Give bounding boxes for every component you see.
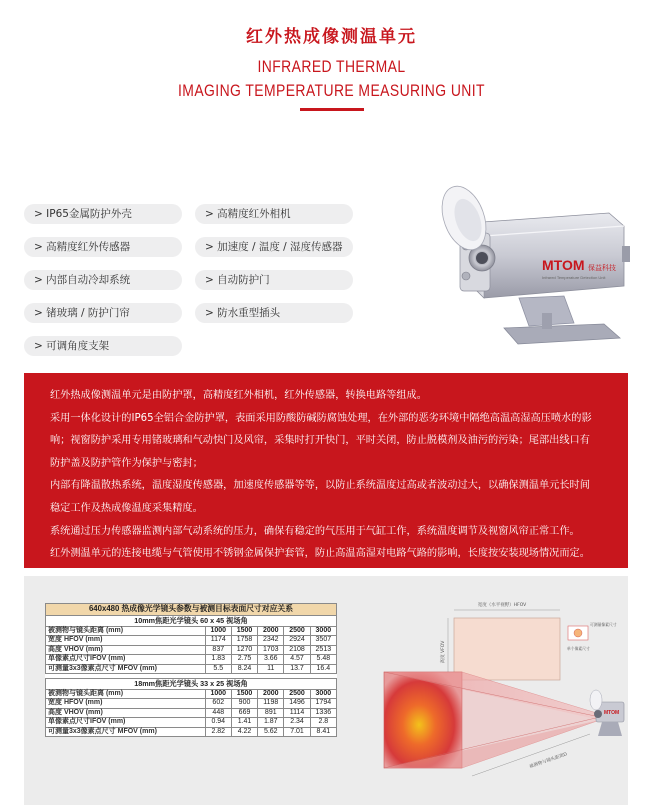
table-cell: 2000	[258, 627, 284, 636]
table-header-row	[46, 690, 337, 699]
table-cell: 可测量3x3像素点尺寸 MFOV (mm)	[46, 727, 206, 736]
fov-diagram	[352, 586, 628, 798]
table-cell: 3.66	[258, 655, 284, 664]
table-cell: 2342	[258, 636, 284, 645]
table-cell: 1.83	[205, 655, 231, 664]
table-cell: 2.82	[205, 727, 231, 736]
table-cell: 1174	[205, 636, 231, 645]
table-cell: 448	[205, 708, 231, 717]
mini-lens-icon	[594, 710, 602, 718]
description-line: 系统通过压力传感器监测内部气动系统的压力，确保有稳定的气压用于气缸工作，系统温度调节及视窗风帘正常工作。	[50, 525, 580, 537]
table-cell: 3000	[310, 690, 336, 699]
table-cell: 1496	[284, 699, 310, 708]
hfov-label: 宽度（水平视野）HFOV	[477, 603, 527, 608]
fov-table	[45, 603, 337, 737]
mini-brand-label: MTOM	[604, 710, 620, 716]
ifov-label: 可测量像素尺寸	[590, 622, 617, 627]
table-cell: 1758	[231, 636, 257, 645]
section-header-row	[46, 616, 337, 627]
table-cell: 2500	[284, 627, 310, 636]
table-cell: 1500	[231, 627, 257, 636]
section-title: 18mm焦距光学镜头 33 x 25 视场角	[46, 679, 337, 690]
table-row	[46, 718, 337, 727]
table-cell: 单像素点尺寸IFOV (mm)	[46, 655, 206, 664]
table-cell: 1500	[231, 690, 257, 699]
table-row	[46, 664, 337, 673]
page-header	[0, 22, 663, 111]
table-cell: 1703	[258, 645, 284, 654]
table-cell: 5.48	[310, 655, 336, 664]
table-cell: 2.8	[310, 718, 336, 727]
table-cell: 5.62	[258, 727, 284, 736]
brand-label: MTOM	[542, 257, 585, 273]
table-cell: 1794	[310, 699, 336, 708]
section-header-row	[46, 679, 337, 690]
feature-item: > 可调角度支架	[24, 336, 182, 356]
table-cell: 被测物与镜头距离 (mm)	[46, 627, 206, 636]
table-cell: 1114	[284, 708, 310, 717]
table-cell: 4.22	[231, 727, 257, 736]
feature-item: > 内部自动冷却系统	[24, 270, 182, 290]
specs-section	[24, 576, 628, 805]
table-title-row	[46, 604, 337, 616]
description-panel	[24, 373, 628, 568]
table-cell: 0.94	[205, 718, 231, 727]
stand-post-shape	[542, 313, 552, 329]
section-title: 10mm焦距光学镜头 60 x 45 视场角	[46, 616, 337, 627]
base-plate-shape	[504, 324, 620, 344]
table-cell: 1000	[205, 690, 231, 699]
vfov-label: 高度 VFOV	[441, 640, 446, 664]
single-pixel-label: 单个像素尺寸	[567, 646, 590, 651]
feature-item: > 自动防护门	[195, 270, 353, 290]
table-row	[46, 655, 337, 664]
table-cell: 13.7	[284, 664, 310, 673]
feature-item: > IP65金属防护外壳	[24, 204, 182, 224]
feature-item: > 防水重型插头	[195, 303, 353, 323]
table-cell: 669	[231, 708, 257, 717]
table-cell: 3000	[310, 627, 336, 636]
description-line: 红外测温单元的连接电缆与气管使用不锈钢金属保护套管，防止高温高湿对电路气路的影响，长度按安装现场情况而定。	[50, 548, 590, 560]
page-title-en-line2: IMAGING TEMPERATURE MEASURING UNIT	[178, 81, 485, 100]
table-cell: 602	[205, 699, 231, 708]
table-cell: 2000	[258, 690, 284, 699]
table-cell: 2924	[284, 636, 310, 645]
mini-stand-shape	[598, 722, 622, 736]
description-line: 响；视窗防护采用专用锗玻璃和气动快门及风帘，采集时打开快门，平时关闭，防止脱模剂及油污的污染；尾部出线口有	[50, 435, 590, 447]
table-title: 640x480 热成像光学镜头参数与被测目标表面尺寸对应关系	[46, 604, 337, 616]
product-image	[424, 178, 634, 358]
table-cell: 2.75	[231, 655, 257, 664]
table-cell: 2500	[284, 690, 310, 699]
table-cell: 宽度 HFOV (mm)	[46, 699, 206, 708]
feature-item: > 加速度 / 温度 / 湿度传感器	[195, 237, 353, 257]
description-line: 红外热成像测温单元是由防护罩，高精度红外相机，红外传感器，转换电路等组成。	[50, 390, 427, 401]
table-header-row	[46, 627, 337, 636]
table-row	[46, 727, 337, 736]
target-plane-shape	[454, 618, 560, 680]
table-row	[46, 636, 337, 645]
description-line: 内部有降温散热系统，温度湿度传感器，加速度传感器等等，以防止系统温度过高或者波动过大，以确保测温单元长时间	[50, 480, 590, 492]
feature-item: > 高精度红外传感器	[24, 237, 182, 257]
table-cell: 1270	[231, 645, 257, 654]
table-cell: 高度 VHOV (mm)	[46, 645, 206, 654]
table-cell: 可测量3x3像素点尺寸 MFOV (mm)	[46, 664, 206, 673]
table-cell: 5.5	[205, 664, 231, 673]
table-cell: 7.01	[284, 727, 310, 736]
table-cell: 837	[205, 645, 231, 654]
table-cell: 1.41	[231, 718, 257, 727]
table-cell: 2513	[310, 645, 336, 654]
brand-cn-label: 保益科技	[588, 264, 616, 272]
table-cell: 3507	[310, 636, 336, 645]
table-cell: 1000	[205, 627, 231, 636]
distance-label: 被测物与镜头距离D	[529, 752, 568, 770]
table-cell: 1198	[258, 699, 284, 708]
table-cell: 宽度 HFOV (mm)	[46, 636, 206, 645]
table-cell: 2108	[284, 645, 310, 654]
lens-core-icon	[476, 252, 488, 264]
feature-item: > 高精度红外相机	[195, 204, 353, 224]
description-line: 防护盖及防护管作为保护与密封；	[50, 457, 203, 469]
description-line: 采用一体化设计的IP65全铝合金防护罩，表面采用防酸防碱防腐蚀处理，在外部的恶劣环境中隔绝高温高湿高压喷水的影	[50, 412, 592, 424]
table-cell: 1336	[310, 708, 336, 717]
table-cell: 4.57	[284, 655, 310, 664]
table-cell: 8.41	[310, 727, 336, 736]
table-cell: 891	[258, 708, 284, 717]
product-caption: Infrared Temperature Detection Unit	[542, 275, 606, 280]
mini-shutter-shape	[590, 690, 602, 710]
table-row	[46, 708, 337, 717]
table-row	[46, 699, 337, 708]
page-title-cn: 红外热成像测温单元	[246, 27, 417, 47]
sensor-icon	[462, 272, 470, 280]
table-cell: 900	[231, 699, 257, 708]
table-cell: 单像素点尺寸IFOV (mm)	[46, 718, 206, 727]
table-row	[46, 645, 337, 654]
connector-icon	[622, 246, 630, 262]
table-cell: 1.87	[258, 718, 284, 727]
table-cell: 高度 VHOV (mm)	[46, 708, 206, 717]
table-cell: 16.4	[310, 664, 336, 673]
table-cell: 8.24	[231, 664, 257, 673]
table-cell: 2.34	[284, 718, 310, 727]
pixel-spot-icon	[574, 629, 582, 637]
page-title-en-line1: INFRARED THERMAL	[257, 57, 406, 76]
feature-item: > 锗玻璃 / 防护门帘	[24, 303, 182, 323]
description-line: 稳定工作及热成像温度采集精度。	[50, 502, 203, 514]
table-cell: 被测物与镜头距离 (mm)	[46, 690, 206, 699]
table-cell: 11	[258, 664, 284, 673]
title-underline	[300, 108, 364, 111]
